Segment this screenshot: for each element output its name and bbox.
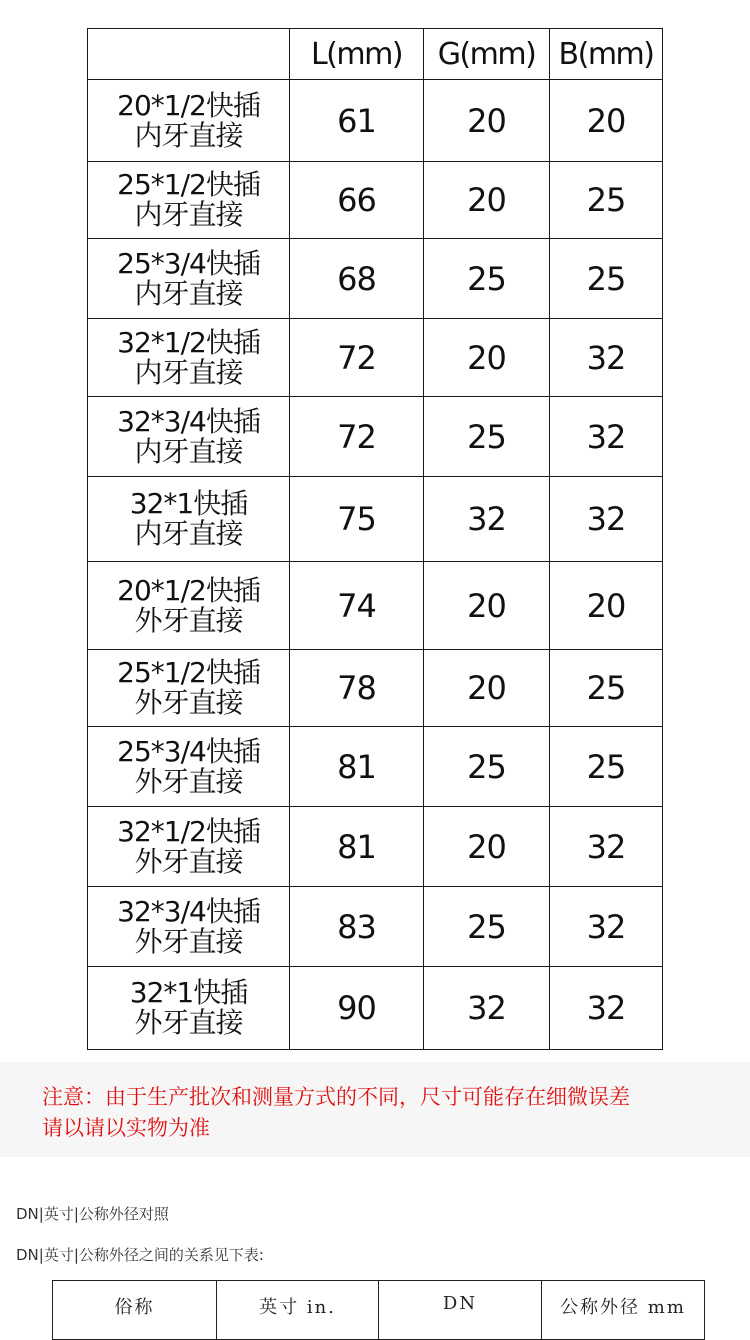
spec-row-name-line2: 内牙直接: [134, 355, 243, 389]
spec-row-name-line1: 25*1/2快插: [117, 656, 260, 689]
spec-row-l-value: 66: [290, 162, 424, 239]
spec-row-name-line1: 32*3/4快插: [117, 404, 260, 438]
spec-row-name-line1: 32*1/2快插: [117, 814, 260, 848]
spec-row-name-line1: 25*1/2快插: [117, 168, 260, 201]
spec-header-row: [88, 29, 663, 80]
spec-row-g-value: 20: [424, 162, 550, 239]
spec-row-name-line1: 32*3/4快插: [117, 894, 260, 928]
spec-row-b-value: 32: [550, 319, 663, 397]
spec-row-g-value: 32: [424, 967, 550, 1050]
spec-row-b-value: 32: [550, 967, 663, 1050]
dn-header-outer-diameter: 公称外径 mm: [542, 1281, 705, 1340]
spec-row-g-value: 20: [424, 562, 550, 650]
spec-row-name: [88, 477, 290, 562]
spec-row-l-value: 90: [290, 967, 424, 1050]
spec-row-name: [88, 80, 290, 162]
spec-row-name-line2: 内牙直接: [134, 276, 243, 310]
spec-row-name-line1: 32*1/2快插: [117, 325, 260, 359]
spec-row-g-value: 20: [424, 319, 550, 397]
spec-row: [88, 319, 663, 397]
spec-row-name: [88, 807, 290, 887]
dn-header-inch: 英寸 in.: [217, 1281, 379, 1340]
spec-row-name: [88, 319, 290, 397]
spec-row-name-line2: 外牙直接: [134, 686, 243, 719]
spec-row-name-line2: 外牙直接: [134, 764, 243, 798]
spec-row-g-value: 25: [424, 887, 550, 967]
spec-row: [88, 650, 663, 727]
spec-header-g: G(mm): [424, 29, 550, 80]
spec-row-b-value: 25: [550, 162, 663, 239]
spec-row-b-value: 20: [550, 80, 663, 162]
spec-row-name-line2: 内牙直接: [134, 434, 243, 468]
dn-header-row: [53, 1281, 705, 1340]
spec-row-name-line2: 内牙直接: [134, 517, 243, 550]
spec-row-name: [88, 562, 290, 650]
spec-row-l-value: 75: [290, 477, 424, 562]
spec-row-l-value: 81: [290, 807, 424, 887]
spec-row-b-value: 32: [550, 807, 663, 887]
spec-row-l-value: 68: [290, 239, 424, 319]
spec-row: [88, 967, 663, 1050]
spec-row-name: [88, 727, 290, 807]
spec-row-g-value: 20: [424, 80, 550, 162]
spec-row: [88, 80, 663, 162]
spec-row-name: [88, 650, 290, 727]
spec-row-name-line1: 32*1快插: [129, 976, 248, 1009]
spec-row-l-value: 81: [290, 727, 424, 807]
spec-row-name-line2: 外牙直接: [134, 603, 243, 637]
spec-row-g-value: 25: [424, 727, 550, 807]
spec-row-name-line2: 内牙直接: [134, 118, 243, 152]
spec-row-name: [88, 967, 290, 1050]
dn-header-common-name: 俗称: [53, 1281, 217, 1340]
spec-row-g-value: 25: [424, 397, 550, 477]
spec-row-g-value: 25: [424, 239, 550, 319]
spec-row-name-line1: 20*1/2快插: [117, 573, 260, 607]
spec-row-b-value: 32: [550, 887, 663, 967]
spec-row-name-line1: 32*1快插: [129, 487, 248, 520]
spec-row-name-line2: 外牙直接: [134, 1006, 243, 1039]
spec-row-g-value: 20: [424, 807, 550, 887]
spec-row-name-line1: 25*3/4快插: [117, 246, 260, 280]
spec-row-name: [88, 239, 290, 319]
dn-header-dn: DN: [379, 1281, 542, 1340]
spec-header-b: B(mm): [550, 29, 663, 80]
spec-row-l-value: 61: [290, 80, 424, 162]
spec-row-b-value: 20: [550, 562, 663, 650]
spec-table: [87, 28, 663, 1050]
spec-row: [88, 887, 663, 967]
spec-row-b-value: 25: [550, 650, 663, 727]
spec-row-b-value: 25: [550, 239, 663, 319]
spec-row: [88, 727, 663, 807]
spec-row-l-value: 74: [290, 562, 424, 650]
spec-row-name-line2: 外牙直接: [134, 924, 243, 958]
spec-row: [88, 397, 663, 477]
note-line-1: 注意：由于生产批次和测量方式的不同，尺寸可能存在细微误差: [42, 1085, 630, 1109]
spec-header-l: L(mm): [290, 29, 424, 80]
spec-row-b-value: 32: [550, 477, 663, 562]
note-line-2: 请以请以实物为准: [42, 1116, 210, 1140]
dn-section-title: DN|英寸|公称外径对照: [16, 1205, 169, 1223]
dn-section-intro: DN|英寸|公称外径之间的关系见下表:: [16, 1246, 264, 1264]
dn-table: [52, 1280, 705, 1340]
spec-row-l-value: 83: [290, 887, 424, 967]
spec-row: [88, 239, 663, 319]
spec-row: [88, 562, 663, 650]
spec-row-name-line1: 25*3/4快插: [117, 734, 260, 768]
spec-row: [88, 162, 663, 239]
spec-row-name: [88, 162, 290, 239]
spec-row-name-line2: 内牙直接: [134, 198, 243, 231]
spec-row-l-value: 72: [290, 397, 424, 477]
spec-row-name: [88, 397, 290, 477]
spec-row-name-line2: 外牙直接: [134, 844, 243, 878]
spec-row-name: [88, 887, 290, 967]
spec-row-g-value: 20: [424, 650, 550, 727]
spec-header-name: [88, 29, 290, 80]
spec-row-b-value: 25: [550, 727, 663, 807]
spec-row-b-value: 32: [550, 397, 663, 477]
note-text: [42, 1082, 742, 1144]
spec-row-l-value: 72: [290, 319, 424, 397]
spec-row-l-value: 78: [290, 650, 424, 727]
spec-row: [88, 807, 663, 887]
spec-row: [88, 477, 663, 562]
spec-row-name-line1: 20*1/2快插: [117, 88, 260, 122]
spec-row-g-value: 32: [424, 477, 550, 562]
